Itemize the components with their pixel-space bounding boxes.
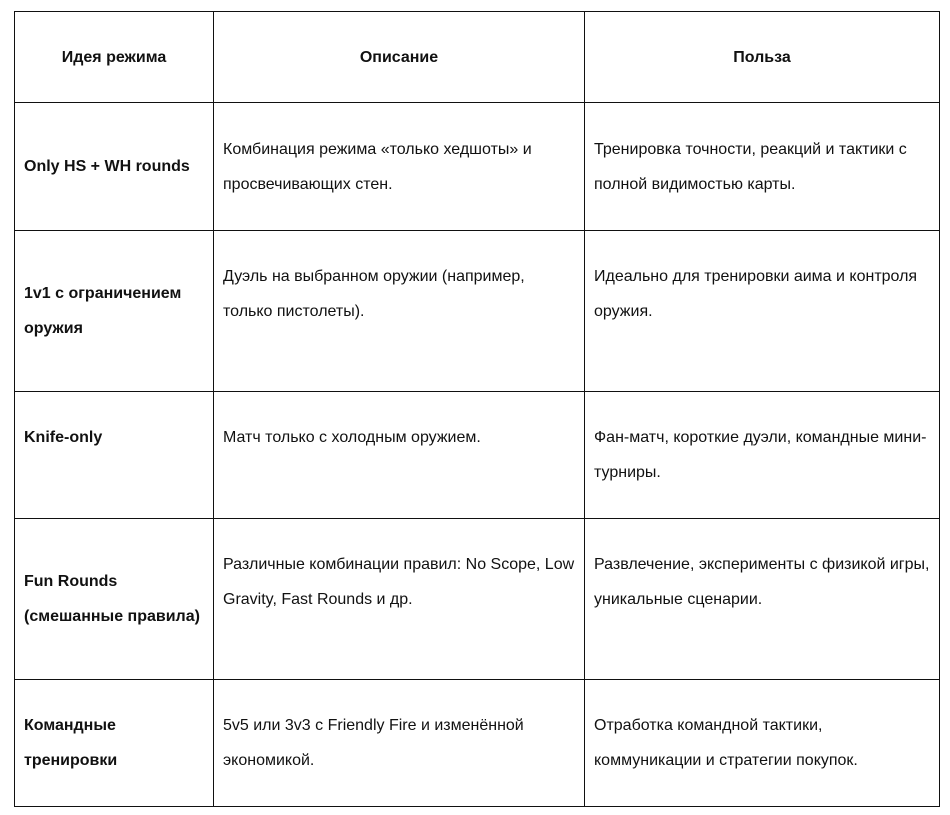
idea-text: Fun Rounds (смешанные правила) (24, 573, 200, 625)
cell-idea (15, 392, 214, 519)
cell-description (214, 392, 585, 519)
cell-idea (15, 103, 214, 231)
cell-description (214, 519, 585, 680)
cell-benefit (585, 680, 940, 807)
benefit-text: Развлечение, эксперименты с физикой игры, уникальные сценарии. (594, 555, 930, 608)
idea-text: 1v1 с ограничением оружия (24, 285, 182, 337)
description-text: Комбинация режима «только хедшоты» и просвечивающих стен. (223, 140, 532, 193)
table-header-row (15, 12, 940, 103)
table-row (15, 392, 940, 519)
cell-idea (15, 519, 214, 680)
idea-text: Only HS + WH rounds (24, 158, 190, 175)
description-text: Матч только с холодным оружием. (223, 429, 481, 446)
benefit-text: Тренировка точности, реакций и тактики с полной видимостью карты. (594, 140, 907, 193)
description-text: Дуэль на выбранном оружии (например, только пистолеты). (223, 267, 525, 320)
benefit-text: Фан-матч, короткие дуэли, командные мини-турниры. (594, 429, 927, 481)
cell-idea (15, 680, 214, 807)
table-row (15, 519, 940, 680)
idea-text: Командные тренировки (24, 717, 118, 769)
cell-benefit (585, 103, 940, 231)
cell-benefit (585, 519, 940, 680)
table-row (15, 231, 940, 392)
description-text: 5v5 или 3v3 с Friendly Fire и изменённой экономикой. (223, 717, 524, 769)
idea-text: Knife-only (24, 429, 103, 446)
game-modes-table (14, 11, 940, 807)
header-benefit: Польза (585, 12, 940, 103)
table-row (15, 103, 940, 231)
cell-description (214, 680, 585, 807)
cell-benefit (585, 392, 940, 519)
cell-description (214, 103, 585, 231)
benefit-text: Отработка командной тактики, коммуникации и стратегии покупок. (594, 717, 858, 769)
cell-description (214, 231, 585, 392)
cell-idea (15, 231, 214, 392)
benefit-text: Идеально для тренировки аима и контроля оружия. (594, 267, 918, 320)
header-idea: Идея режима (15, 12, 214, 103)
cell-benefit (585, 231, 940, 392)
header-description: Описание (214, 12, 585, 103)
description-text: Различные комбинации правил: No Scope, Low Gravity, Fast Rounds и др. (223, 555, 575, 608)
table-row (15, 680, 940, 807)
